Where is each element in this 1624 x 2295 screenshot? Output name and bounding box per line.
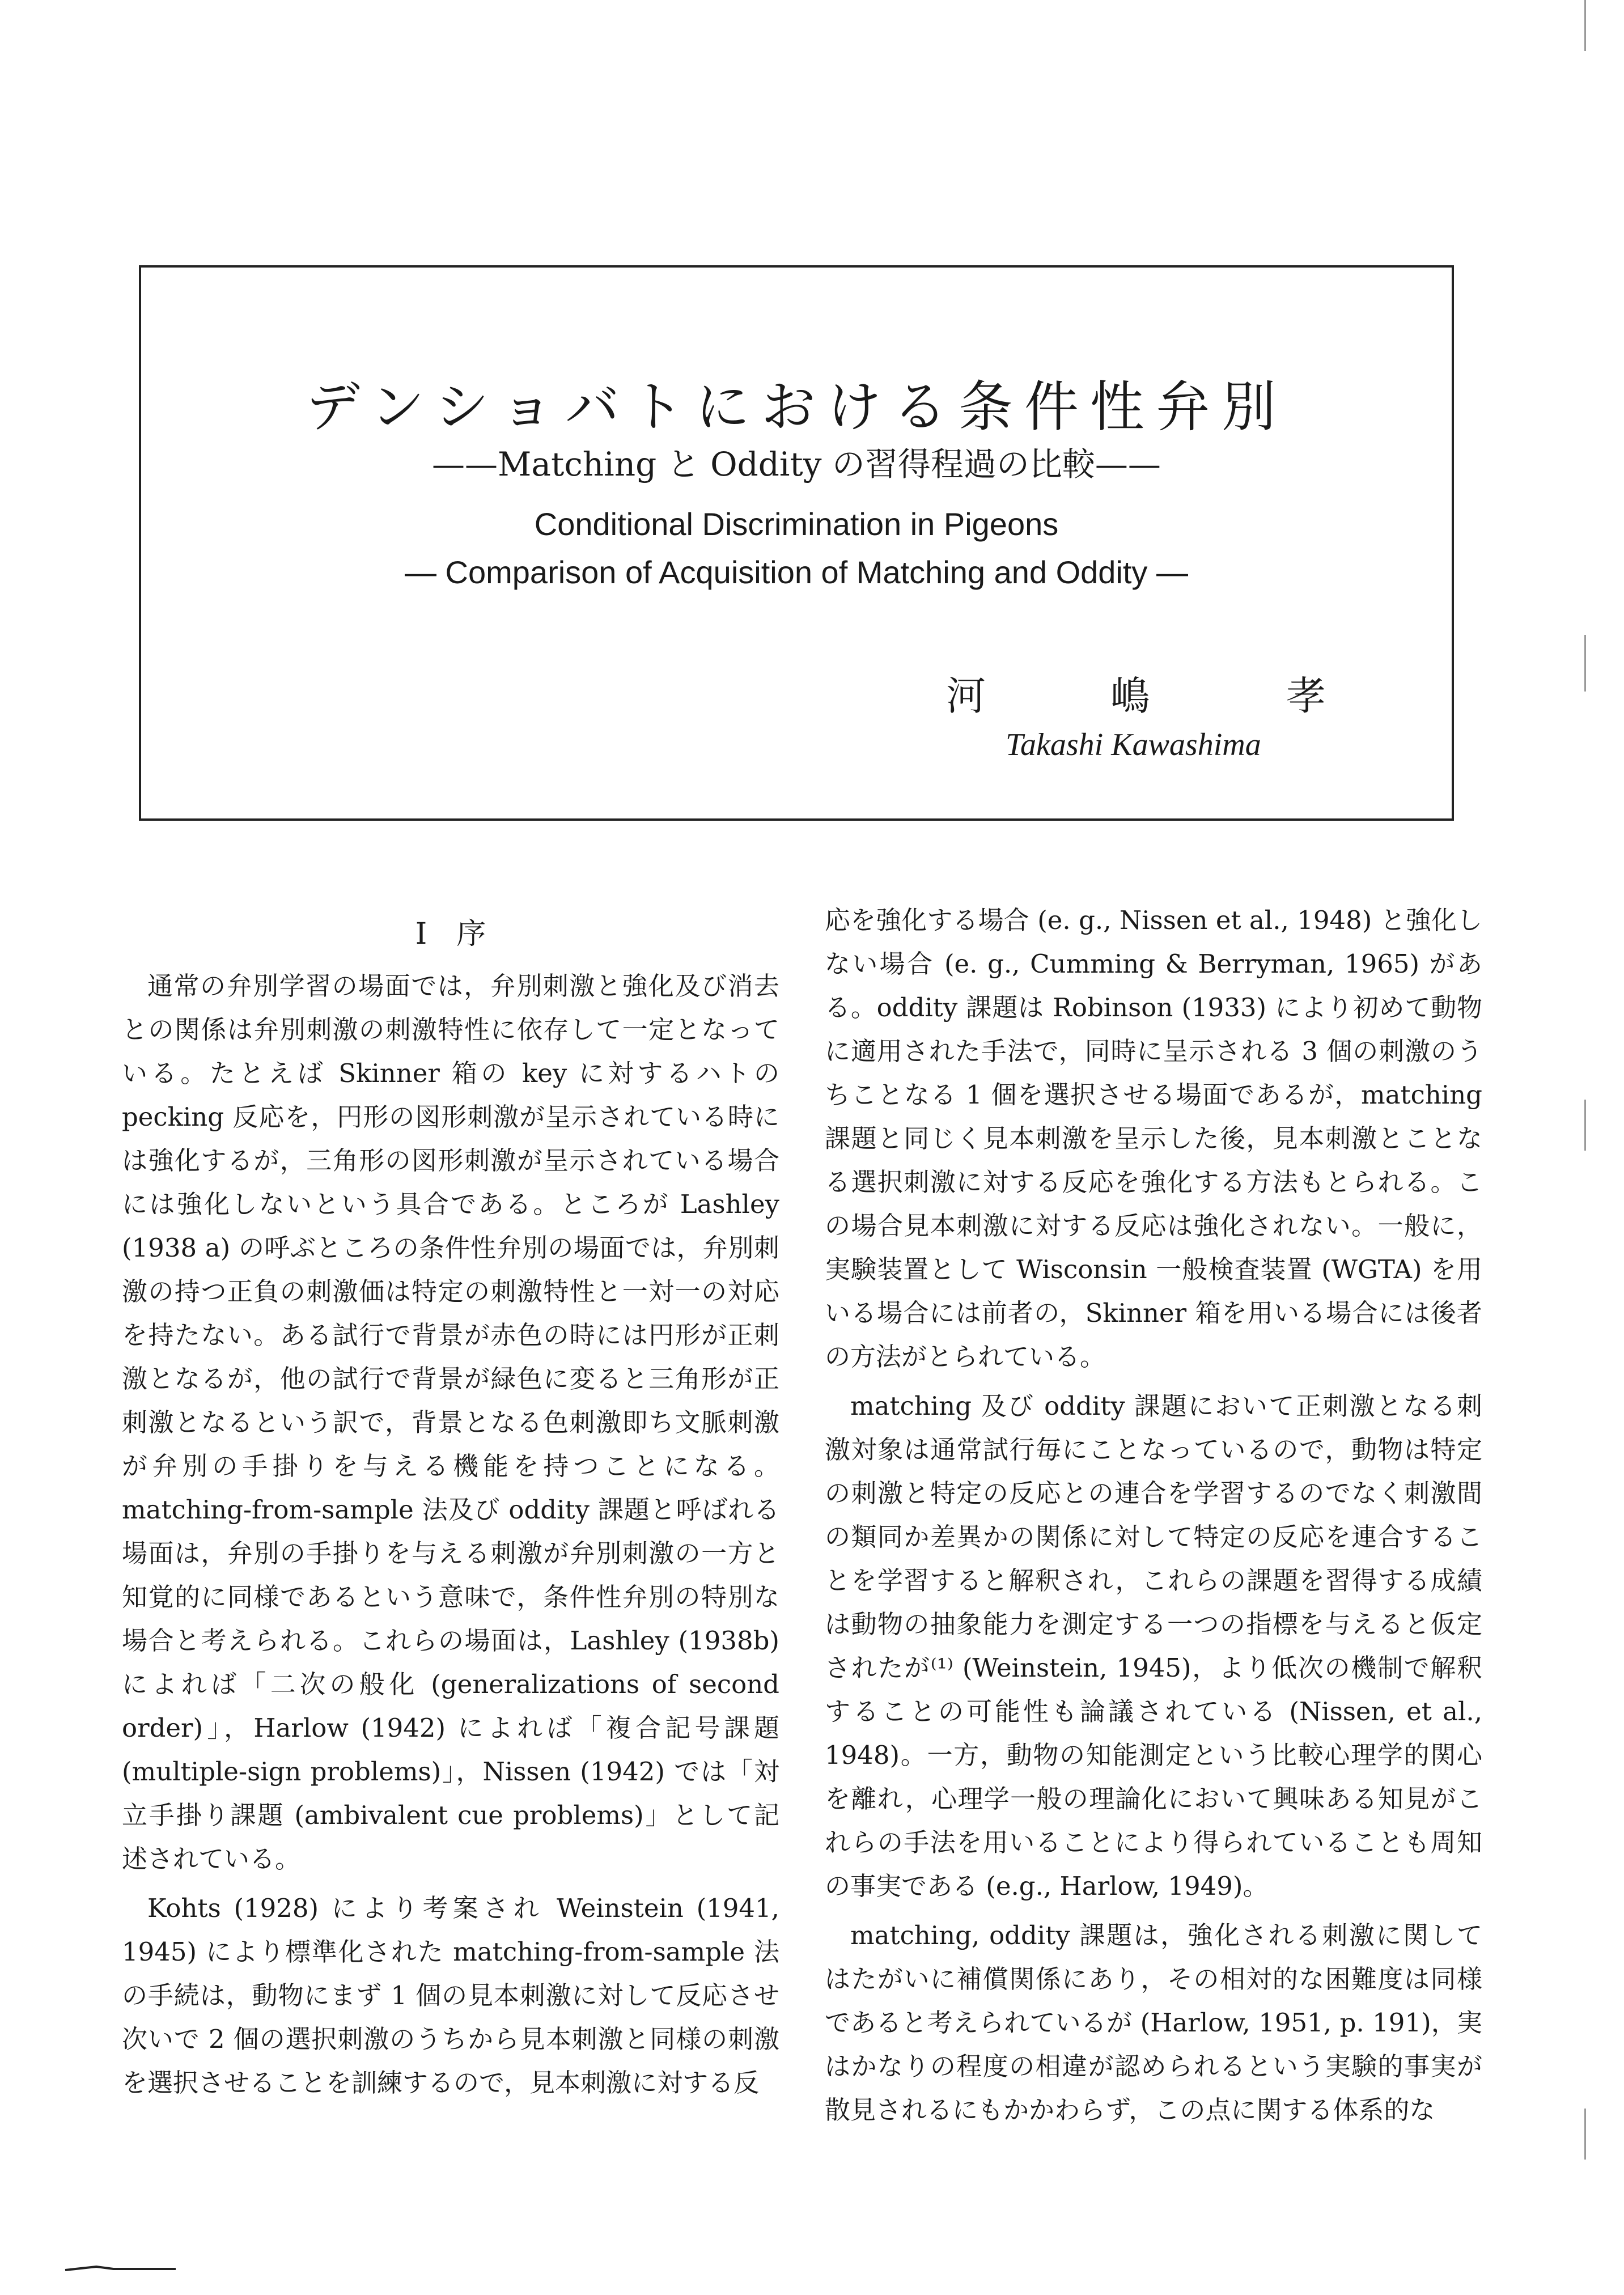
footer-mark — [62, 2264, 176, 2272]
right-column — [825, 898, 1482, 2137]
paragraph: 応を強化する場合 (e. g., Nissen et al., 1948) と強化しない場合 (e. g., Cumming & Berryman, 1965) がある。oddity 課題は Robinson (1933) により初めて動物に適用された手法で，同時に呈示される 3 個の刺激のうちことなる 1 個を選択させる場面であるが，matching 課題と同じく見本刺激を呈示した後，見本刺激とことなる選択刺激に対する反応を強化する方法もとられる。この場合見本刺激に対する反応は強化されない。一般に，実験装置として Wisconsin 一般検査装置 (WGTA) を用いる場合には前者の，Skinner 箱を用いる場合には後者の方法がとられている。 — [825, 905, 1482, 1372]
left-column — [122, 884, 779, 2110]
author-char-1: 河 — [946, 673, 986, 719]
title-box — [139, 265, 1454, 821]
scan-edge-line — [1584, 1100, 1586, 1151]
article-title-en: Conditional Discrimination in Pigeons — [534, 506, 1059, 542]
article-title-jp: デンショバトにおける条件性弁別 — [306, 375, 1287, 439]
article-subtitle-jp: ——Matching と Oddity の習得程過の比較—— — [432, 445, 1161, 483]
author-char-2: 嶋 — [1110, 673, 1150, 719]
paragraph: 通常の弁別学習の場面では，弁別刺激と強化及び消去との関係は弁別刺激の刺激特性に依存して一定となっている。たとえば Skinner 箱の key に対するハトの pecking 反応を，円形の図形刺激が呈示されている時には強化するが，三角形の図形刺激が呈示されている場合には強化しないという具合である。ところが Lashley (1938 a) の呼ぶところの条件性弁別の場面では，弁別刺激の持つ正負の刺激価は特定の刺激特性と一対一の対応を持たない。ある試行で背景が赤色の時には円形が正刺激となるが，他の試行で背景が緑色に変ると三角形が正刺激となるという訳で，背景となる色刺激即ち文脈刺激が弁別の手掛りを与える機能を持つことになる。matching-from-sample 法及び oddity 課題と呼ばれる場面は，弁別の手掛りを与える刺激が弁別刺激の一方と知覚的に同様であるという意味で，条件性弁別の特別な場合と考えられる。これらの場面は，Lashley (1938b) によれば「二次の般化 (generalizations of second order)」，Harlow (1942) によれば「複合記号課題 (multiple-sign problems)」，Nissen (1942) では「対立手掛り課題 (ambivalent cue problems)」として記述されている。 — [122, 971, 779, 1874]
scan-edge-line — [1584, 0, 1586, 51]
paragraph: Kohts (1928) により考案され Weinstein (1941, 1945) により標準化された matching-from-sample 法の手続は，動物にまず 1 個の見本刺激に対して反応させ次いで 2 個の選択刺激のうちから見本刺激と同様の刺激を選択させることを訓練するので，見本刺激に対する反 — [122, 1893, 779, 2098]
scan-edge-line — [1584, 2109, 1586, 2160]
author-char-3: 孝 — [1286, 673, 1326, 719]
paragraph: matching 及び oddity 課題において正刺激となる刺激対象は通常試行毎にことなっているので，動物は特定の刺激と特定の反応との連合を学習するのでなく刺激間の類同か差異かの関係に対して特定の反応を連合することを学習すると解釈され，これらの課題を習得する成績は動物の抽象能力を測定する一つの指標を与えると仮定されたが⁽¹⁾ (Weinstein, 1945)，より低次の機制で解釈することの可能性も論議されている (Nissen, et al., 1948)。一方，動物の知能測定という比較心理学的関心を離れ，心理学一般の理論化において興味ある知見がこれらの手法を用いることにより得られていることも周知の事実である (e.g., Harlow, 1949)。 — [825, 1391, 1482, 1901]
article-subtitle-en: — Comparison of Acquisition of Matching and Oddity — — [404, 554, 1188, 590]
author-name-en: Takashi Kawashima — [1006, 727, 1261, 762]
paragraph: matching, oddity 課題は，強化される刺激に関してはたがいに補償関係にあり，その相対的な困難度は同様であると考えられているが (Harlow, 1951, p. 191)，実はかなりの程度の相違が認められるという実験的事実が散見されるにもかかわらず，この点に関する体系的な — [825, 1920, 1482, 2125]
section-heading: I 序 — [415, 917, 486, 951]
scan-edge-line — [1584, 635, 1586, 692]
